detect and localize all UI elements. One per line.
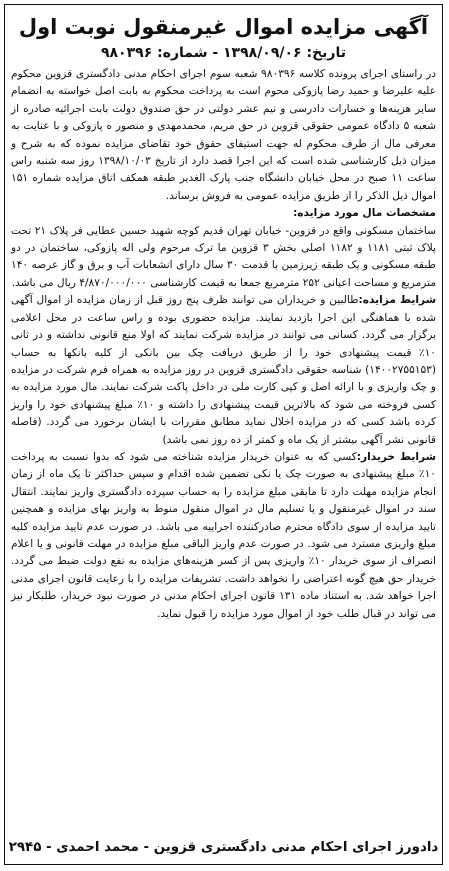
auction-conditions-text: طالبین و خریداران می توانند ظرف پنج روز قبل از زمان مزایده از اموال آگهی شده با هماهنگی این اجرا بازدید نمایند. مزایده حضوری بوده و راس ساعت در محل اعلامی برگزار می گردد. کسانی می توانند در مزایده شرکت نمایند که اولا منع قانونی نداشته و در ثانی ۱۰٪ قیمت پیشنهادی خود را از طریق دریافت چک بین بانکی از کلیه بانکها به حساب (۱۴۰۰۲۷۵۵۱۵۳) شناسه حقوقی دادگستری قزوین در روز مزایده به همراه فرم شرکت در مزایده و چک واریزی و با ارائه اصل و کپی کارت ملی در داخل پاکت شرکت نمایند. مال مورد مزایده به کسی فروخته می شود که بالاترین قیمت پیشنهادی را داشته و ۱۰٪ مبلغ پیشنهادی خود را واریز کرده باشد کسی که در مزایده اخلال نماید مطابق مقررات با ایشان برخورد می گردد. (فاصله قانونی نشر آگهی بیشتر از یک ماه و کمتر از ده روز نمی باشد) xyxy=(11,294,436,446)
buyer-conditions-paragraph xyxy=(11,449,436,623)
auction-conditions-heading: شرایط مزایده: xyxy=(358,294,436,307)
signature-footer: دادورز اجرای احکام مدنی دادگستری قزوین - محمد احمدی - ۲۹۴۵ xyxy=(8,840,439,855)
buyer-conditions-heading: شرایط خریدار: xyxy=(356,450,436,463)
property-heading: مشخصات مال مورد مزایده: xyxy=(293,207,436,220)
notice-body xyxy=(11,66,436,623)
auction-notice xyxy=(4,4,443,865)
intro-paragraph: در راستای اجرای پرونده کلاسه ۹۸۰۳۹۶ شعبه سوم اجرای احکام مدنی دادگستری قزوین محکوم علیه علیرضا و حمید رضا پازوکی محوم است به پرداخت محکوم به بابت اصل خواسته به انضمام سایر هزینه‌ها و خسارات دادرسی و نیم عشر دولتی در حق صندوق دولت بابت اجرائیه صادره از شعبه ۵ دادگاه عمومی حقوقی قزوین در حق مریم، محمدمهدی و منصور ه پازوکی و با عنایت به معرفی مال از طرف محکوم له جهت استیفای حقوق خود تقاضای مزایده نموده که به شرح و میزان ذیل کارشناسی شده است که این اجرا قصد دارد از تاریخ ۱۳۹۸/۱۰/۰۳ روز سه شنبه راس ساعت ۱۱ صبح در محل خیابان دانشگاه جنب پارک الغدیر طبقه همکف اتاق مزایده شماره ۱۵۱ اموال ذیل الذکر را از طریق مزایده عمومی به فروش برساند. xyxy=(11,68,437,202)
property-paragraph: ساختمان مسکونی واقع در قزوین- خیابان تهران قدیم کوچه شهید حسین عطایی فر پلاک ۲۱ تحت پلاک ثبتی ۱۱۸۱ و ۱۱۸۲ اصلی بخش ۳ قزوین ما ترک مرحوم ولی اله پازوکی، ساختمان در دو طبقه مسکونی و یک طبقه زیرزمین با قدمت ۳۰ سال دارای انشعابات آب و برق و گاز عرصه ۱۴۰ مترمربع و مساحت اعیانی ۲۵۲ مترمربع جمعا به قیمت کارشناسی ۴/۸۷۰/۰۰۰/۰۰۰ ریال می باشد. xyxy=(11,224,436,289)
auction-conditions-paragraph xyxy=(11,292,436,449)
date-number-line: تاریخ: ۱۳۹۸/۰۹/۰۶ - شماره: ۹۸۰۳۹۶ xyxy=(100,45,347,61)
notice-title: آگهی مزایده اموال غیرمنقول نوبت اول xyxy=(18,15,429,39)
buyer-conditions-text: کسی که به عنوان خریدار مزایده شناخته می شود که بدوا نسبت به پرداخت ۱۰٪ مبلغ پیشنهادی به صورت چک یا نکی تضمین شده اقدام و سپس حداکثر تا یک ماه از زمان انجام مزایده مهلت دارد تا مابقی مبلغ مزایده را به حساب سپرده دادگستری واریز نمایند. انتقال سند در اموال غیرمنقول و یا تسلیم مال در اموال منقول منوط به واریز بهای مزایده و همچنین تایید مزایده از سوی دادگاه محترم صادرکننده اجراییه می باشد. در صورت عدم تایید مزایده کلیه مبلغ واریزی مسترد می شود. در صورت عدم واریز الباقی مبلغ مزایده در مهلت قانونی و یا اعلام انصراف از سوی خریدار ۱۰٪ واریزی پس از کسر هزینه‌های مزایده به نفع دولت ضبط می گردد. خریدار حق هیچ گونه اعتراضی را نخواهد داشت. تشریفات مزایده را با رعایت قانون اجرای مدنی اجرا خواهد شد. به استناد ماده ۱۳۱ قانون اجرای احکام مدنی در صورت نبود خریدار، طلبکار نیز می تواند در قبال طلب خود از اموال مورد مزایده را قبول نماید. xyxy=(11,450,436,620)
